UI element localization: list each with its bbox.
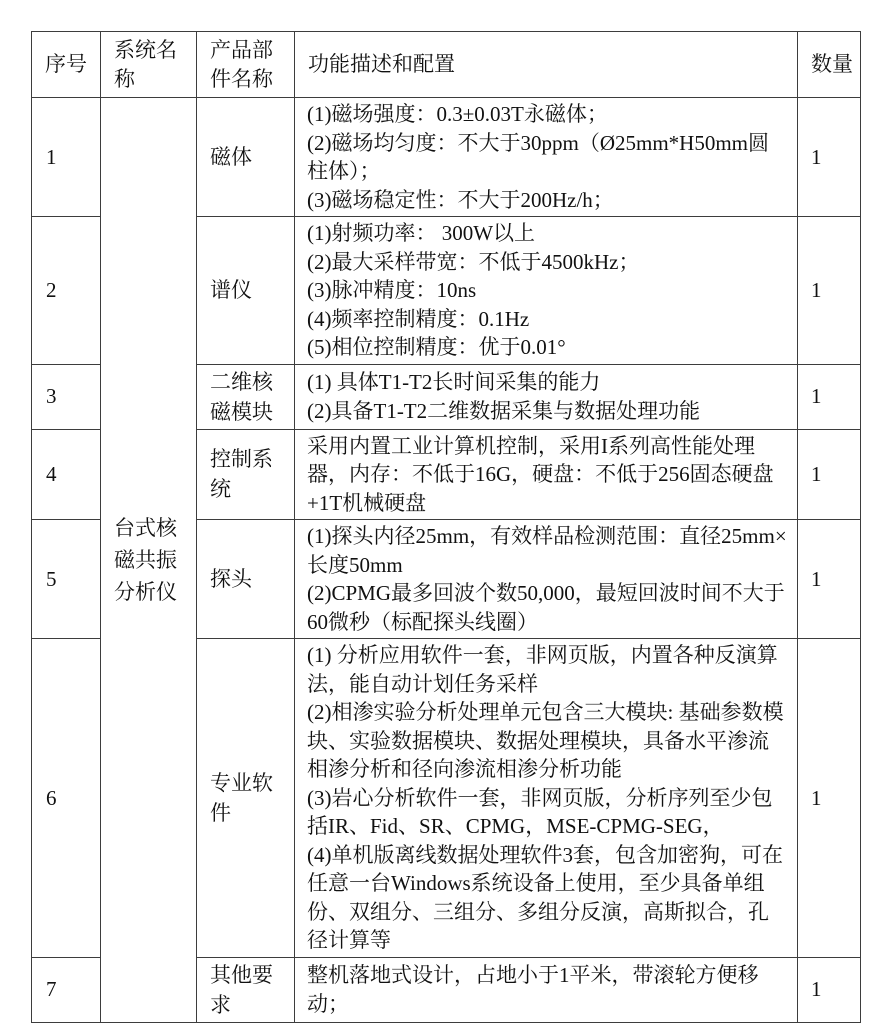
description-item: (4)频率控制精度：0.1Hz	[307, 306, 530, 331]
header-quantity: 数量	[798, 32, 861, 98]
row-index-cell: 2	[32, 217, 101, 365]
part-name-cell: 其他要求	[197, 957, 295, 1022]
description-cell	[295, 429, 798, 520]
description-item: 采用内置工业计算机控制，采用I系列高性能处理器，内存：不低于16G，硬盘：不低于256固态硬盘+1T机械硬盘	[307, 433, 774, 515]
quantity-cell: 1	[798, 364, 861, 429]
header-index: 序号	[32, 32, 101, 98]
quantity-cell: 1	[798, 429, 861, 520]
description-item: (3)磁场稳定性：不大于200Hz/h；	[307, 187, 614, 212]
description-cell	[295, 98, 798, 217]
quantity-cell: 1	[798, 217, 861, 365]
header-row	[32, 32, 861, 98]
quantity-cell: 1	[798, 957, 861, 1022]
header-description: 功能描述和配置	[295, 32, 798, 98]
description-item: (2)磁场均匀度：不大于30ppm（Ø25mm*H50mm圆柱体）；	[307, 130, 769, 183]
system-name-cell: 台式核磁共振分析仪	[101, 98, 197, 1023]
table-row	[32, 98, 861, 217]
header-part-name: 产品部件名称	[197, 32, 295, 98]
description-item: (5)相位控制精度：优于0.01°	[307, 335, 566, 359]
description-item: (3)脉冲精度：10ns	[307, 278, 477, 302]
part-name-cell: 控制系统	[197, 429, 295, 520]
description-item: (3)岩心分析软件一套，非网页版，分析序列至少包括IR、Fid、SR、CPMG，MSE-CPMG-SEG，	[307, 785, 773, 838]
description-cell	[295, 520, 798, 639]
description-item: (1) 具体T1-T2长时间采集的能力	[307, 370, 601, 394]
description-item: (2)最大采样带宽：不低于4500kHz；	[307, 249, 640, 274]
description-item: (1)磁场强度：0.3±0.03T永磁体；	[307, 102, 608, 126]
part-name-cell: 探头	[197, 520, 295, 639]
row-index-cell: 7	[32, 957, 101, 1022]
quantity-cell: 1	[798, 639, 861, 958]
description-item: (2)具备T1-T2二维数据采集与数据处理功能	[307, 398, 701, 423]
description-item: (1) 分析应用软件一套，非网页版，内置各种反演算法，能自动计划任务采样	[307, 643, 778, 696]
description-item: (2)CPMG最多回波个数50,000，最短回波时间不大于60微秒（标配探头线圈）	[307, 581, 785, 634]
description-item: (1)探头内径25mm，有效样品检测范围：直径25mm×长度50mm	[307, 524, 787, 577]
table-body	[32, 98, 861, 1023]
description-item: 整机落地式设计，占地小于1平米，带滚轮方便移动；	[307, 963, 759, 1016]
description-item: (2)相渗实验分析处理单元包含三大模块: 基础参数模块、实验数据模块、数据处理模块，具备水平渗流相渗分析和径向渗流相渗分析功能	[307, 700, 784, 781]
description-cell	[295, 957, 798, 1022]
description-cell	[295, 217, 798, 365]
row-index-cell: 1	[32, 98, 101, 217]
quantity-cell: 1	[798, 98, 861, 217]
product-spec-table	[31, 31, 861, 1023]
description-item: (4)单机版离线数据处理软件3套，包含加密狗，可在任意一台Windows系统设备上使用，至少具备单组份、双组分、三组分、多组分反演，高斯拟合，孔径计算等	[307, 842, 783, 952]
header-system-name: 系统名称	[101, 32, 197, 98]
part-name-cell: 专业软件	[197, 639, 295, 958]
part-name-cell: 谱仪	[197, 217, 295, 365]
row-index-cell: 5	[32, 520, 101, 639]
row-index-cell: 6	[32, 639, 101, 958]
row-index-cell: 3	[32, 364, 101, 429]
quantity-cell: 1	[798, 520, 861, 639]
part-name-cell: 磁体	[197, 98, 295, 217]
part-name-cell: 二维核磁模块	[197, 364, 295, 429]
description-cell	[295, 364, 798, 429]
row-index-cell: 4	[32, 429, 101, 520]
description-cell	[295, 639, 798, 958]
description-item: (1)射频功率： 300W以上	[307, 221, 536, 245]
